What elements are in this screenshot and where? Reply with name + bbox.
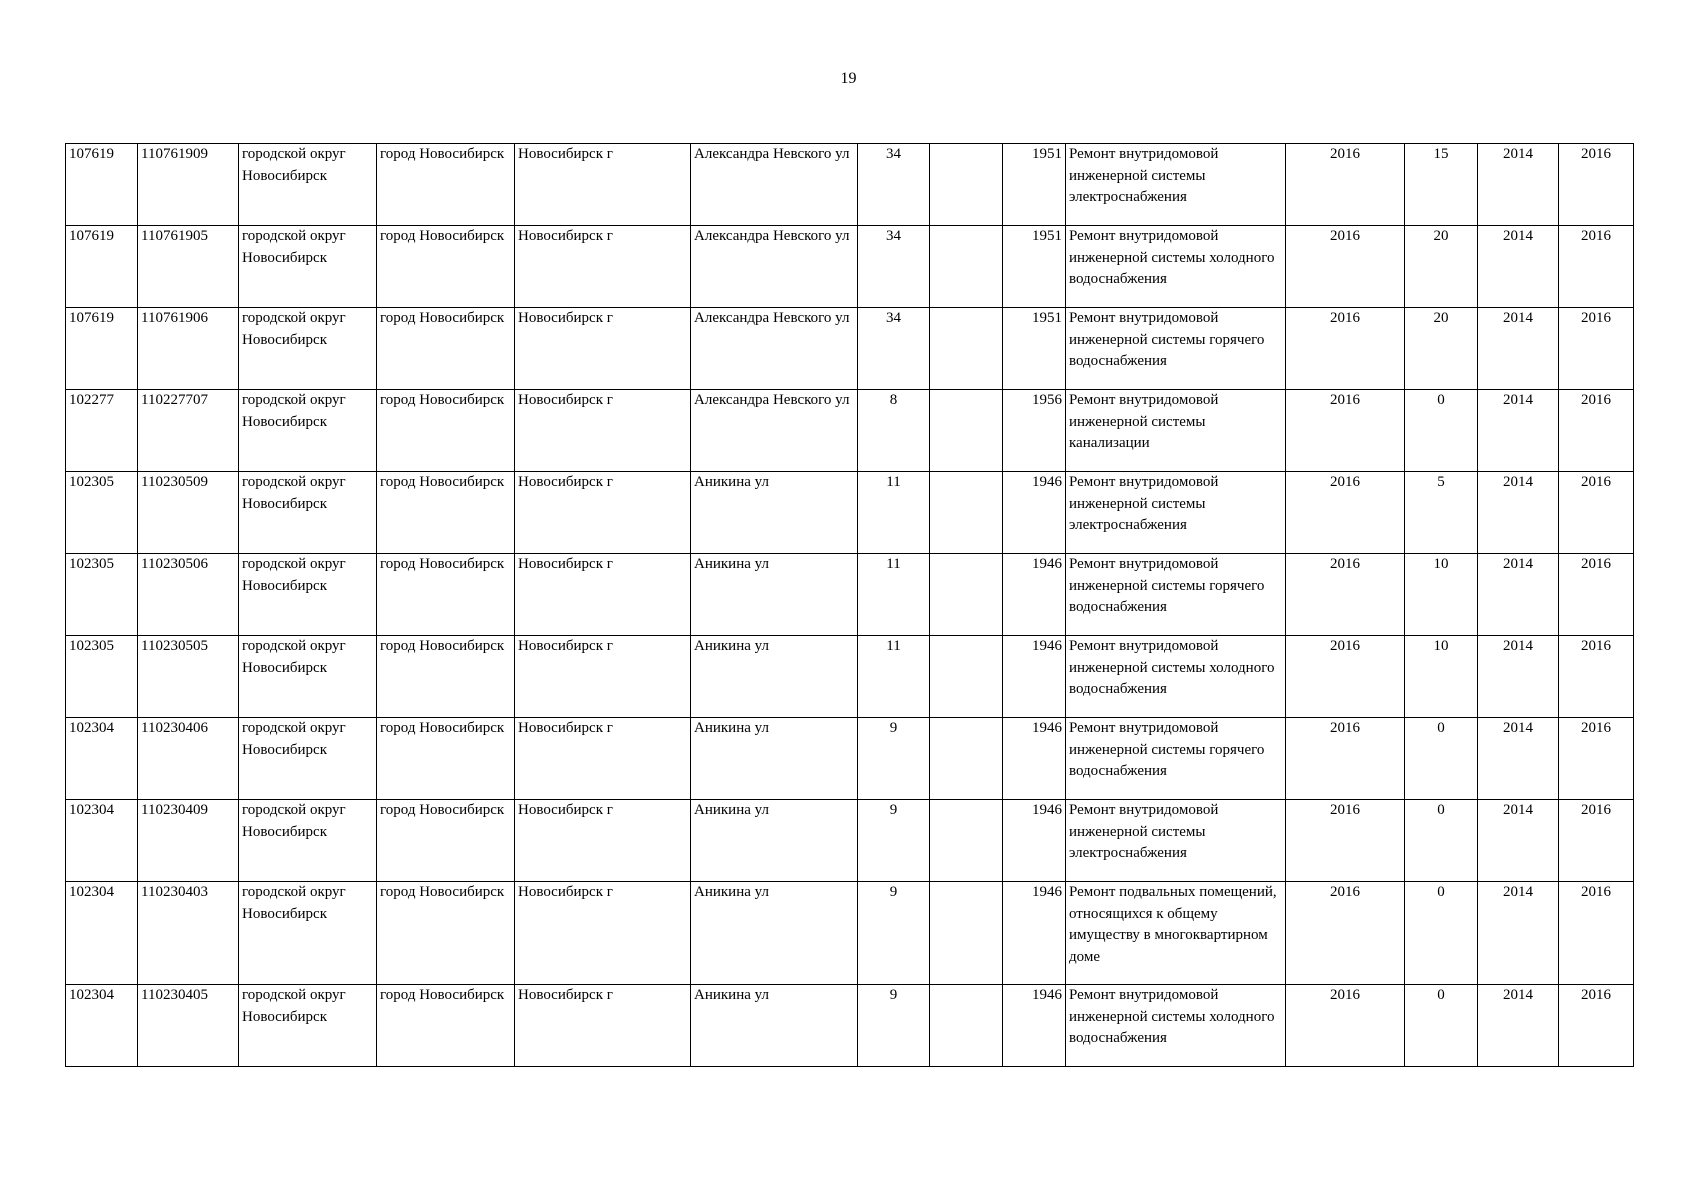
city-cell: Новосибирск г bbox=[515, 144, 691, 226]
city-cell: Новосибирск г bbox=[515, 718, 691, 800]
wear-percent-cell: 0 bbox=[1405, 390, 1478, 472]
work-type-cell: Ремонт внутридомовой инженерной системы электроснабжения bbox=[1066, 800, 1286, 882]
city-cell: Новосибирск г bbox=[515, 985, 691, 1067]
period-start-cell: 2014 bbox=[1478, 882, 1559, 985]
street-cell: Аникина ул bbox=[691, 800, 858, 882]
house-id-cell: 107619 bbox=[66, 308, 138, 390]
period-start-cell: 2014 bbox=[1478, 472, 1559, 554]
object-id-cell: 110230505 bbox=[138, 636, 239, 718]
building-cell bbox=[930, 308, 1003, 390]
period-start-cell: 2014 bbox=[1478, 636, 1559, 718]
object-id-cell: 110230406 bbox=[138, 718, 239, 800]
period-start-cell: 2014 bbox=[1478, 144, 1559, 226]
street-cell: Аникина ул bbox=[691, 882, 858, 985]
building-cell bbox=[930, 554, 1003, 636]
period-end-cell: 2016 bbox=[1559, 554, 1634, 636]
city-cell: Новосибирск г bbox=[515, 390, 691, 472]
table-row bbox=[66, 144, 1634, 226]
house-number-cell: 9 bbox=[858, 882, 930, 985]
municipality-cell: городской округ Новосибирск bbox=[239, 226, 377, 308]
object-id-cell: 110230409 bbox=[138, 800, 239, 882]
planned-year-cell: 2016 bbox=[1286, 636, 1405, 718]
period-end-cell: 2016 bbox=[1559, 226, 1634, 308]
city-cell: Новосибирск г bbox=[515, 800, 691, 882]
house-number-cell: 9 bbox=[858, 985, 930, 1067]
year-built-cell: 1946 bbox=[1003, 636, 1066, 718]
street-cell: Александра Невского ул bbox=[691, 144, 858, 226]
house-id-cell: 102304 bbox=[66, 718, 138, 800]
planned-year-cell: 2016 bbox=[1286, 882, 1405, 985]
period-start-cell: 2014 bbox=[1478, 800, 1559, 882]
work-type-cell: Ремонт внутридомовой инженерной системы канализации bbox=[1066, 390, 1286, 472]
street-cell: Аникина ул bbox=[691, 718, 858, 800]
period-end-cell: 2016 bbox=[1559, 390, 1634, 472]
planned-year-cell: 2016 bbox=[1286, 226, 1405, 308]
municipality-cell: городской округ Новосибирск bbox=[239, 800, 377, 882]
object-id-cell: 110230506 bbox=[138, 554, 239, 636]
city-cell: Новосибирск г bbox=[515, 308, 691, 390]
table-row bbox=[66, 882, 1634, 985]
object-id-cell: 110230403 bbox=[138, 882, 239, 985]
wear-percent-cell: 10 bbox=[1405, 554, 1478, 636]
page-number: 19 bbox=[840, 70, 857, 87]
period-end-cell: 2016 bbox=[1559, 800, 1634, 882]
street-cell: Александра Невского ул bbox=[691, 308, 858, 390]
house-number-cell: 9 bbox=[858, 718, 930, 800]
street-cell: Александра Невского ул bbox=[691, 226, 858, 308]
table-row bbox=[66, 226, 1634, 308]
work-type-cell: Ремонт внутридомовой инженерной системы электроснабжения bbox=[1066, 472, 1286, 554]
municipality-cell: городской округ Новосибирск bbox=[239, 308, 377, 390]
wear-percent-cell: 10 bbox=[1405, 636, 1478, 718]
building-cell bbox=[930, 718, 1003, 800]
object-id-cell: 110230509 bbox=[138, 472, 239, 554]
planned-year-cell: 2016 bbox=[1286, 390, 1405, 472]
building-cell bbox=[930, 882, 1003, 985]
building-cell bbox=[930, 226, 1003, 308]
period-start-cell: 2014 bbox=[1478, 390, 1559, 472]
period-end-cell: 2016 bbox=[1559, 985, 1634, 1067]
planned-year-cell: 2016 bbox=[1286, 718, 1405, 800]
period-start-cell: 2014 bbox=[1478, 985, 1559, 1067]
year-built-cell: 1946 bbox=[1003, 985, 1066, 1067]
period-start-cell: 2014 bbox=[1478, 308, 1559, 390]
house-id-cell: 102304 bbox=[66, 882, 138, 985]
planned-year-cell: 2016 bbox=[1286, 985, 1405, 1067]
settlement-cell: город Новосибирск bbox=[377, 308, 515, 390]
wear-percent-cell: 20 bbox=[1405, 308, 1478, 390]
house-id-cell: 102305 bbox=[66, 554, 138, 636]
municipality-cell: городской округ Новосибирск bbox=[239, 554, 377, 636]
settlement-cell: город Новосибирск bbox=[377, 985, 515, 1067]
period-end-cell: 2016 bbox=[1559, 144, 1634, 226]
period-start-cell: 2014 bbox=[1478, 718, 1559, 800]
building-cell bbox=[930, 636, 1003, 718]
work-type-cell: Ремонт внутридомовой инженерной системы горячего водоснабжения bbox=[1066, 308, 1286, 390]
period-end-cell: 2016 bbox=[1559, 636, 1634, 718]
house-id-cell: 102305 bbox=[66, 472, 138, 554]
table-row bbox=[66, 718, 1634, 800]
year-built-cell: 1946 bbox=[1003, 554, 1066, 636]
table-row bbox=[66, 308, 1634, 390]
period-end-cell: 2016 bbox=[1559, 472, 1634, 554]
house-id-cell: 107619 bbox=[66, 144, 138, 226]
settlement-cell: город Новосибирск bbox=[377, 718, 515, 800]
work-type-cell: Ремонт внутридомовой инженерной системы горячего водоснабжения bbox=[1066, 554, 1286, 636]
house-number-cell: 34 bbox=[858, 226, 930, 308]
table-row bbox=[66, 554, 1634, 636]
wear-percent-cell: 0 bbox=[1405, 800, 1478, 882]
settlement-cell: город Новосибирск bbox=[377, 390, 515, 472]
house-number-cell: 34 bbox=[858, 308, 930, 390]
work-type-cell: Ремонт подвальных помещений, относящихся к общему имуществу в многоквартирном доме bbox=[1066, 882, 1286, 985]
planned-year-cell: 2016 bbox=[1286, 308, 1405, 390]
object-id-cell: 110227707 bbox=[138, 390, 239, 472]
house-number-cell: 34 bbox=[858, 144, 930, 226]
street-cell: Аникина ул bbox=[691, 554, 858, 636]
street-cell: Аникина ул bbox=[691, 472, 858, 554]
city-cell: Новосибирск г bbox=[515, 636, 691, 718]
work-type-cell: Ремонт внутридомовой инженерной системы холодного водоснабжения bbox=[1066, 636, 1286, 718]
building-cell bbox=[930, 144, 1003, 226]
wear-percent-cell: 20 bbox=[1405, 226, 1478, 308]
wear-percent-cell: 0 bbox=[1405, 882, 1478, 985]
repair-program-table bbox=[65, 143, 1634, 1067]
planned-year-cell: 2016 bbox=[1286, 554, 1405, 636]
building-cell bbox=[930, 800, 1003, 882]
building-cell bbox=[930, 985, 1003, 1067]
work-type-cell: Ремонт внутридомовой инженерной системы холодного водоснабжения bbox=[1066, 226, 1286, 308]
settlement-cell: город Новосибирск bbox=[377, 800, 515, 882]
object-id-cell: 110761905 bbox=[138, 226, 239, 308]
year-built-cell: 1951 bbox=[1003, 308, 1066, 390]
house-id-cell: 102305 bbox=[66, 636, 138, 718]
object-id-cell: 110761909 bbox=[138, 144, 239, 226]
building-cell bbox=[930, 472, 1003, 554]
settlement-cell: город Новосибирск bbox=[377, 554, 515, 636]
work-type-cell: Ремонт внутридомовой инженерной системы горячего водоснабжения bbox=[1066, 718, 1286, 800]
house-number-cell: 11 bbox=[858, 472, 930, 554]
work-type-cell: Ремонт внутридомовой инженерной системы холодного водоснабжения bbox=[1066, 985, 1286, 1067]
city-cell: Новосибирск г bbox=[515, 472, 691, 554]
house-number-cell: 8 bbox=[858, 390, 930, 472]
house-id-cell: 102304 bbox=[66, 800, 138, 882]
city-cell: Новосибирск г bbox=[515, 554, 691, 636]
house-number-cell: 9 bbox=[858, 800, 930, 882]
house-number-cell: 11 bbox=[858, 554, 930, 636]
table-row bbox=[66, 472, 1634, 554]
table-body bbox=[66, 144, 1634, 1067]
municipality-cell: городской округ Новосибирск bbox=[239, 472, 377, 554]
settlement-cell: город Новосибирск bbox=[377, 472, 515, 554]
planned-year-cell: 2016 bbox=[1286, 472, 1405, 554]
table-row bbox=[66, 390, 1634, 472]
period-end-cell: 2016 bbox=[1559, 882, 1634, 985]
planned-year-cell: 2016 bbox=[1286, 144, 1405, 226]
wear-percent-cell: 0 bbox=[1405, 718, 1478, 800]
municipality-cell: городской округ Новосибирск bbox=[239, 390, 377, 472]
year-built-cell: 1951 bbox=[1003, 144, 1066, 226]
municipality-cell: городской округ Новосибирск bbox=[239, 985, 377, 1067]
work-type-cell: Ремонт внутридомовой инженерной системы электроснабжения bbox=[1066, 144, 1286, 226]
period-end-cell: 2016 bbox=[1559, 718, 1634, 800]
city-cell: Новосибирск г bbox=[515, 882, 691, 985]
period-start-cell: 2014 bbox=[1478, 554, 1559, 636]
street-cell: Александра Невского ул bbox=[691, 390, 858, 472]
settlement-cell: город Новосибирск bbox=[377, 636, 515, 718]
city-cell: Новосибирск г bbox=[515, 226, 691, 308]
street-cell: Аникина ул bbox=[691, 985, 858, 1067]
municipality-cell: городской округ Новосибирск bbox=[239, 718, 377, 800]
year-built-cell: 1946 bbox=[1003, 882, 1066, 985]
building-cell bbox=[930, 390, 1003, 472]
period-end-cell: 2016 bbox=[1559, 308, 1634, 390]
object-id-cell: 110230405 bbox=[138, 985, 239, 1067]
year-built-cell: 1946 bbox=[1003, 718, 1066, 800]
house-id-cell: 102277 bbox=[66, 390, 138, 472]
wear-percent-cell: 15 bbox=[1405, 144, 1478, 226]
wear-percent-cell: 0 bbox=[1405, 985, 1478, 1067]
table-row bbox=[66, 800, 1634, 882]
year-built-cell: 1946 bbox=[1003, 472, 1066, 554]
table-row bbox=[66, 636, 1634, 718]
municipality-cell: городской округ Новосибирск bbox=[239, 882, 377, 985]
year-built-cell: 1951 bbox=[1003, 226, 1066, 308]
municipality-cell: городской округ Новосибирск bbox=[239, 144, 377, 226]
wear-percent-cell: 5 bbox=[1405, 472, 1478, 554]
object-id-cell: 110761906 bbox=[138, 308, 239, 390]
planned-year-cell: 2016 bbox=[1286, 800, 1405, 882]
street-cell: Аникина ул bbox=[691, 636, 858, 718]
settlement-cell: город Новосибирск bbox=[377, 144, 515, 226]
house-number-cell: 11 bbox=[858, 636, 930, 718]
municipality-cell: городской округ Новосибирск bbox=[239, 636, 377, 718]
table-row bbox=[66, 985, 1634, 1067]
settlement-cell: город Новосибирск bbox=[377, 882, 515, 985]
house-id-cell: 102304 bbox=[66, 985, 138, 1067]
period-start-cell: 2014 bbox=[1478, 226, 1559, 308]
settlement-cell: город Новосибирск bbox=[377, 226, 515, 308]
house-id-cell: 107619 bbox=[66, 226, 138, 308]
year-built-cell: 1946 bbox=[1003, 800, 1066, 882]
year-built-cell: 1956 bbox=[1003, 390, 1066, 472]
